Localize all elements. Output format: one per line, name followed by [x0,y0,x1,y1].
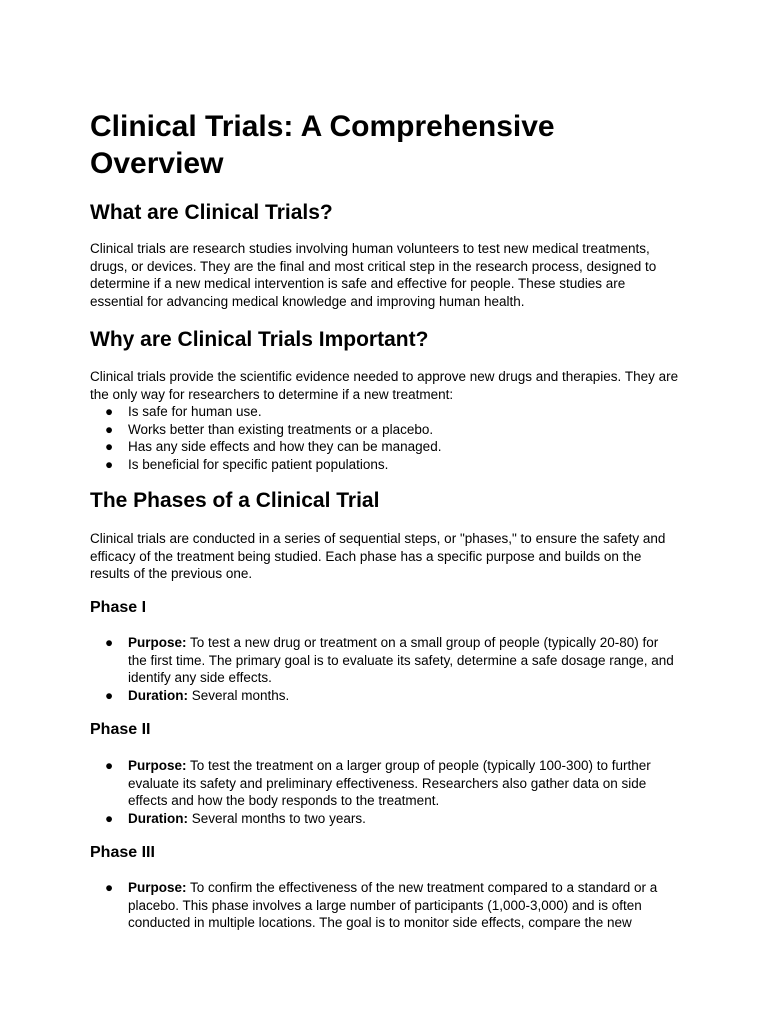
bullet-icon: ● [105,758,114,773]
bullet-icon: ● [105,810,114,826]
list-item: ● Works better than existing treatments or a placebo. [105,421,434,437]
list-phase-3 [90,879,680,932]
list-phase-2 [90,757,680,827]
bullet-icon: ● [105,439,114,454]
heading-why-important: Why are Clinical Trials Important? [90,328,429,351]
bullet-icon: ● [105,635,114,650]
heading-phase-3: Phase III [90,844,155,861]
purpose-label: Purpose: [128,880,187,895]
paragraph-what: Clinical trials are research studies involving human volunteers to test new medical treatments, drugs, or devices. They are the final and most critical step in the research process, designed to determine if a new medical intervention is safe and effective for people. These studies are essential for advancing medical knowledge and improving human health. [90,241,657,309]
duration-label: Duration: [128,687,188,703]
list-why-reasons [90,403,680,473]
bullet-icon: ● [105,404,114,419]
paragraph-why: Clinical trials provide the scientific evidence needed to approve new drugs and therapies. They are the only way for researchers to determine if a new treatment: [90,369,679,402]
heading-phases: The Phases of a Clinical Trial [90,489,380,512]
list-item: ● Is safe for human use. [105,404,262,419]
list-item: ● Duration: Several months. [105,687,290,703]
list-item: ● Has any side effects and how they can be managed. [105,439,442,454]
heading-what-are-clinical-trials: What are Clinical Trials? [90,201,333,224]
list-item: ● Purpose: To confirm the effectiveness of the new treatment compared to a standard or a placebo. This phase involves a large number of participants (1,000-3,000) and is often conducted in multiple locations. The goal is to monitor side effects, compare the new [105,880,658,930]
list-item: ● Is beneficial for specific patient populations. [105,456,389,472]
heading-phase-1: Phase I [90,599,147,616]
duration-label: Duration: [128,810,188,826]
bullet-icon: ● [105,456,114,472]
list-item: ● Purpose: To test the treatment on a larger group of people (typically 100-300) to further evaluate its safety and preliminary effectiveness. Researchers also gather data on side effects and how the body responds to the treatment. [105,758,651,808]
bullet-icon: ● [105,421,114,437]
heading-phase-2: Phase II [90,721,151,738]
list-item: ● Duration: Several months to two years. [105,810,366,826]
purpose-label: Purpose: [128,635,187,650]
bullet-icon: ● [105,880,114,895]
bullet-icon: ● [105,687,114,703]
document-title: Clinical Trials: A Comprehensive Overview [90,110,555,180]
list-phase-1 [90,634,680,704]
purpose-label: Purpose: [128,758,187,773]
paragraph-phases: Clinical trials are conducted in a series of sequential steps, or "phases," to ensure the safety and efficacy of the treatment being studied. Each phase has a specific purpose and builds on the results of the previous one. [90,531,666,581]
list-item: ● Purpose: To test a new drug or treatment on a small group of people (typically 20-80) for the first time. The primary goal is to evaluate its safety, determine a safe dosage range, and identify any side effects. [105,635,674,685]
